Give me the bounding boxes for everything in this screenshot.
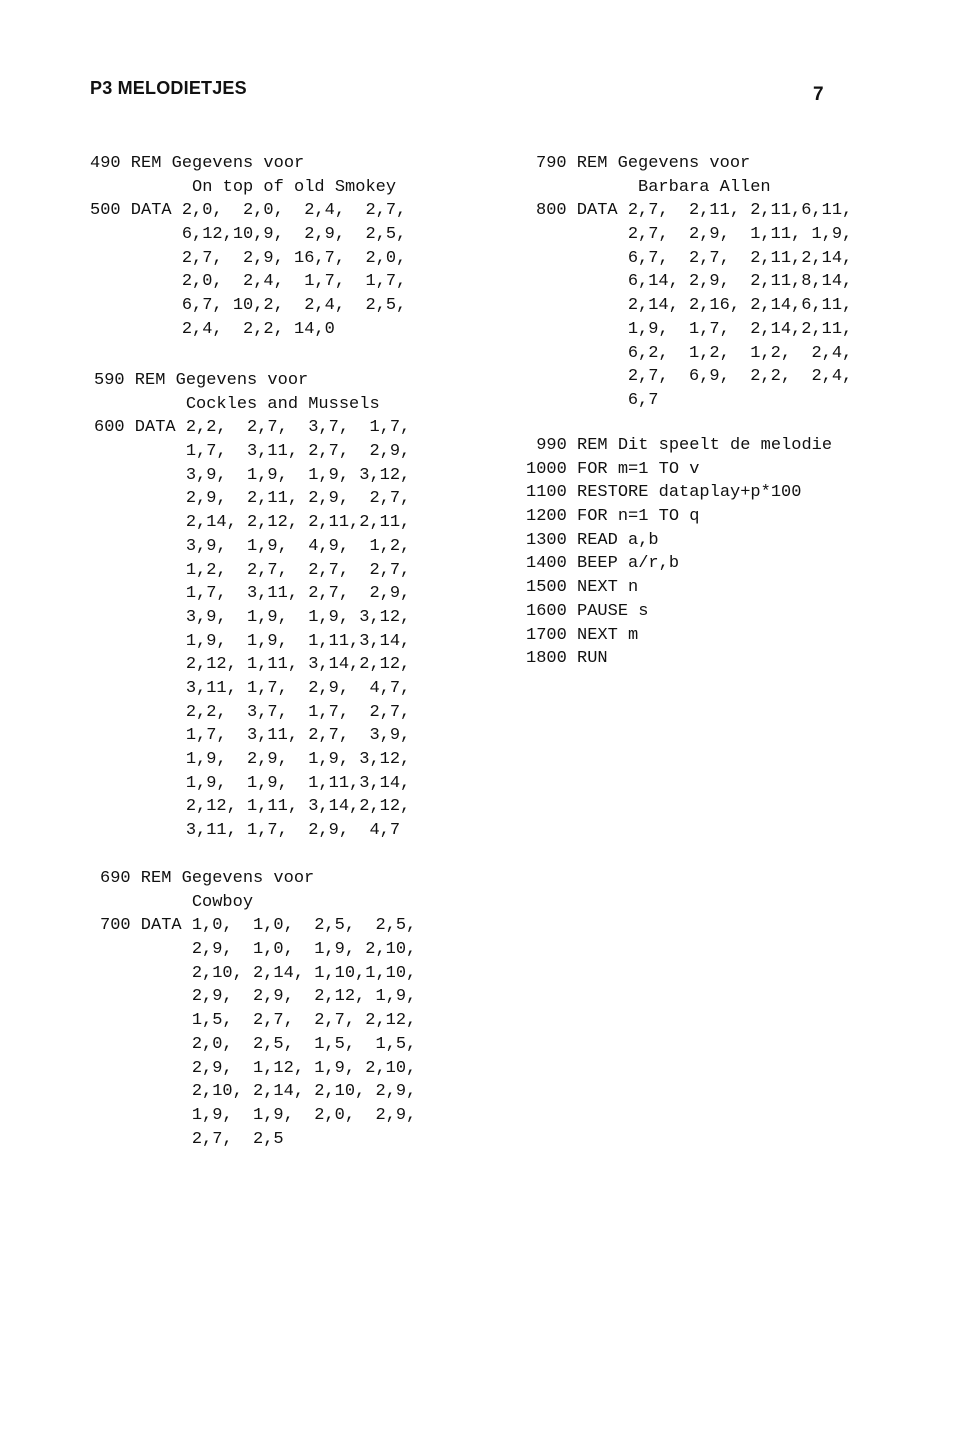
code-line: 2,14, 2,16, 2,14,6,11,	[536, 296, 853, 316]
code-line: 790 REM Gegevens voor	[536, 154, 751, 173]
code-line: 1,9, 1,9, 1,11,3,14,	[94, 631, 411, 651]
code-line: 490 REM Gegevens voor	[90, 154, 305, 173]
code-line: 3,11, 1,7, 2,9, 4,7	[94, 821, 401, 841]
code-block-smokey	[90, 152, 406, 342]
code-line: 2,4, 2,2, 14,0	[90, 319, 335, 339]
code-line: 2,7, 2,9, 16,7, 2,0,	[90, 248, 407, 268]
code-line: 1100 RESTORE dataplay+p*100	[526, 483, 802, 503]
code-line: 6,12,10,9, 2,9, 2,5,	[90, 225, 407, 245]
code-line: 2,9, 1,0, 1,9, 2,10,	[100, 940, 417, 960]
code-line: Cockles and Mussels	[94, 394, 380, 414]
code-line: 1700 NEXT m	[526, 625, 639, 645]
code-line: 1200 FOR n=1 TO q	[526, 507, 700, 527]
code-line: 1,7, 3,11, 2,7, 2,9,	[94, 442, 411, 462]
code-line: 3,9, 1,9, 4,9, 1,2,	[94, 536, 411, 556]
code-line: 2,14, 2,12, 2,11,2,11,	[94, 513, 411, 533]
code-line: 2,10, 2,14, 1,10,1,10,	[100, 963, 417, 983]
code-line: 2,7, 2,9, 1,11, 1,9,	[536, 225, 853, 245]
code-line: 700 DATA 1,0, 1,0, 2,5, 2,5,	[100, 916, 417, 936]
code-block-barbara-allen	[536, 152, 852, 413]
code-block-cowboy	[100, 867, 416, 1151]
code-line: 990 REM Dit speelt de melodie	[526, 436, 833, 455]
code-line: 2,0, 2,4, 1,7, 1,7,	[90, 272, 407, 292]
code-line: 1,9, 1,7, 2,14,2,11,	[536, 319, 853, 339]
code-line: 1,2, 2,7, 2,7, 2,7,	[94, 560, 411, 580]
code-line: 2,2, 3,7, 1,7, 2,7,	[94, 702, 411, 722]
code-line: 6,7, 2,7, 2,11,2,14,	[536, 248, 853, 268]
section-title: P3 MELODIETJES	[90, 78, 247, 98]
code-line: 6,7	[536, 390, 659, 410]
code-line: 1800 RUN	[526, 649, 608, 669]
code-line: 2,9, 2,11, 2,9, 2,7,	[94, 489, 411, 509]
code-line: 2,12, 1,11, 3,14,2,12,	[94, 655, 411, 675]
code-line: 2,9, 1,12, 1,9, 2,10,	[100, 1058, 417, 1078]
code-line: 2,12, 1,11, 3,14,2,12,	[94, 797, 411, 817]
code-line: On top of old Smokey	[90, 177, 397, 197]
code-line: 690 REM Gegevens voor	[100, 869, 315, 888]
code-line: 1,9, 1,9, 1,11,3,14,	[94, 773, 411, 793]
code-line: 2,9, 2,9, 2,12, 1,9,	[100, 987, 417, 1007]
code-line: 3,9, 1,9, 1,9, 3,12,	[94, 465, 411, 485]
code-line: 590 REM Gegevens voor	[94, 371, 309, 390]
code-line: 3,11, 1,7, 2,9, 4,7,	[94, 678, 411, 698]
code-line: 1400 BEEP a/r,b	[526, 554, 680, 574]
code-line: 6,14, 2,9, 2,11,8,14,	[536, 272, 853, 292]
code-line: 800 DATA 2,7, 2,11, 2,11,6,11,	[536, 201, 853, 221]
code-line: 1,9, 2,9, 1,9, 3,12,	[94, 750, 411, 769]
code-line: 1000 FOR m=1 TO v	[526, 459, 700, 479]
code-block-melody-player	[526, 434, 832, 671]
code-line: 1500 NEXT n	[526, 578, 639, 598]
code-line: Barbara Allen	[536, 177, 771, 197]
code-line: 1,9, 1,9, 2,0, 2,9,	[100, 1105, 417, 1125]
code-line: 500 DATA 2,0, 2,0, 2,4, 2,7,	[90, 201, 407, 221]
code-line: 2,10, 2,14, 2,10, 2,9,	[100, 1082, 417, 1102]
page-number: 7	[813, 84, 824, 105]
code-line: Cowboy	[100, 892, 254, 912]
code-block-cockles-and-mussels	[94, 369, 410, 843]
code-line: 6,7, 10,2, 2,4, 2,5,	[90, 296, 407, 316]
code-line: 2,0, 2,5, 1,5, 1,5,	[100, 1034, 417, 1054]
code-line: 6,2, 1,2, 1,2, 2,4,	[536, 343, 853, 363]
code-line: 3,9, 1,9, 1,9, 3,12,	[94, 607, 411, 627]
code-line: 1,7, 3,11, 2,7, 3,9,	[94, 726, 411, 746]
code-line: 2,7, 6,9, 2,2, 2,4,	[536, 367, 853, 387]
code-line: 1,7, 3,11, 2,7, 2,9,	[94, 584, 411, 604]
code-line: 2,7, 2,5	[100, 1129, 284, 1149]
code-line: 1600 PAUSE s	[526, 601, 649, 621]
code-line: 1,5, 2,7, 2,7, 2,12,	[100, 1011, 417, 1031]
code-line: 600 DATA 2,2, 2,7, 3,7, 1,7,	[94, 418, 411, 438]
code-line: 1300 READ a,b	[526, 530, 659, 550]
